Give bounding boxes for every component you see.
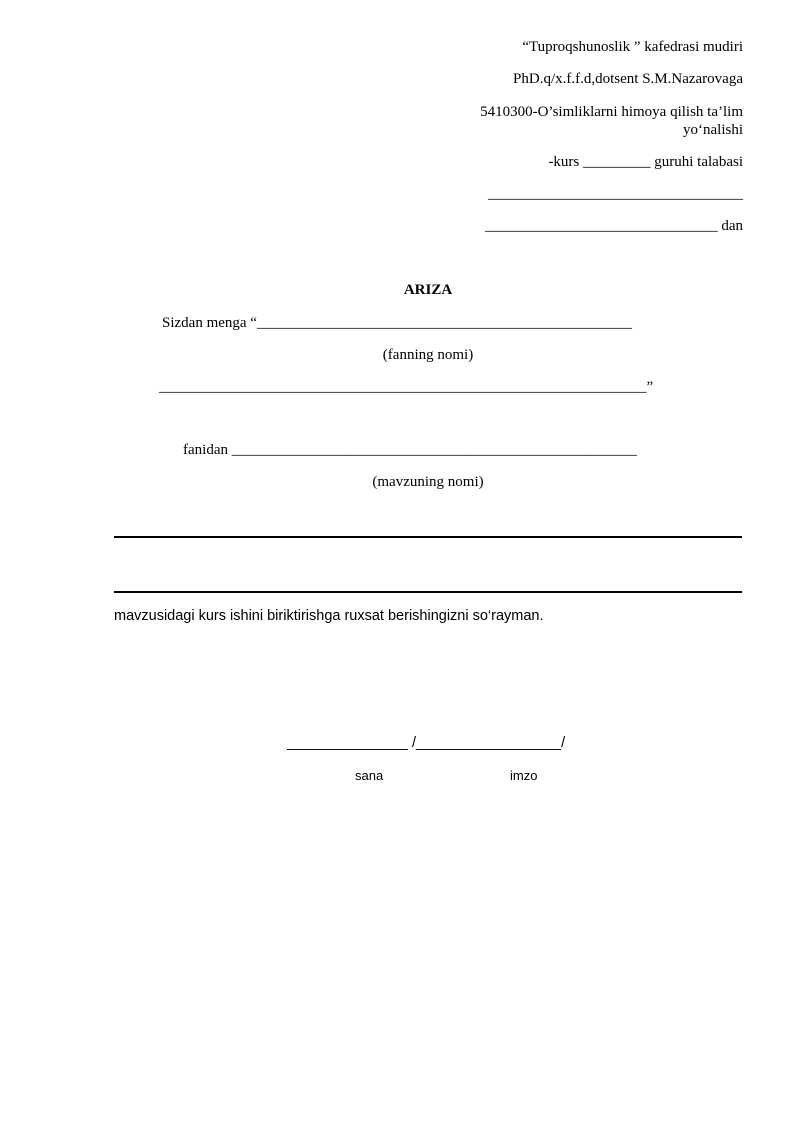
subject-caption: (fanning nomi) — [382, 347, 474, 363]
date-label: sana — [355, 768, 384, 783]
student-from-line: _______________________________ dan — [485, 218, 743, 234]
student-program-cont: yo‘nalishi — [683, 122, 743, 138]
document-title: ARIZA — [403, 282, 453, 298]
topic-blank-line-1 — [114, 536, 742, 538]
closing-text: mavzusidagi kurs ishini biriktirishga ruxsat berishingizni so‘rayman. — [114, 608, 544, 624]
topic-blank-line-2 — [114, 591, 742, 593]
signature-label: imzo — [510, 768, 538, 783]
addressee-name: PhD.q/x.f.f.d,dotsent S.M.Nazarovaga — [513, 71, 743, 87]
student-course-group: -kurs _________ guruhi talabasi — [548, 154, 743, 170]
addressee-title: “Tuproqshunoslik ” kafedrasi mudiri — [522, 39, 743, 55]
student-program: 5410300-O’simliklarni himoya qilish ta’lim — [480, 104, 743, 120]
signature-line: _______________ /__________________/ — [287, 735, 566, 751]
request-start: Sizdan menga “__________________________________________________ — [162, 315, 632, 331]
fanidan-line: fanidan ______________________________________________________ — [183, 442, 637, 458]
subject-line-end: _________________________________________________________________” — [159, 379, 654, 395]
topic-caption: (mavzuning nomi) — [372, 474, 484, 490]
student-name-line: __________________________________ — [488, 186, 743, 202]
